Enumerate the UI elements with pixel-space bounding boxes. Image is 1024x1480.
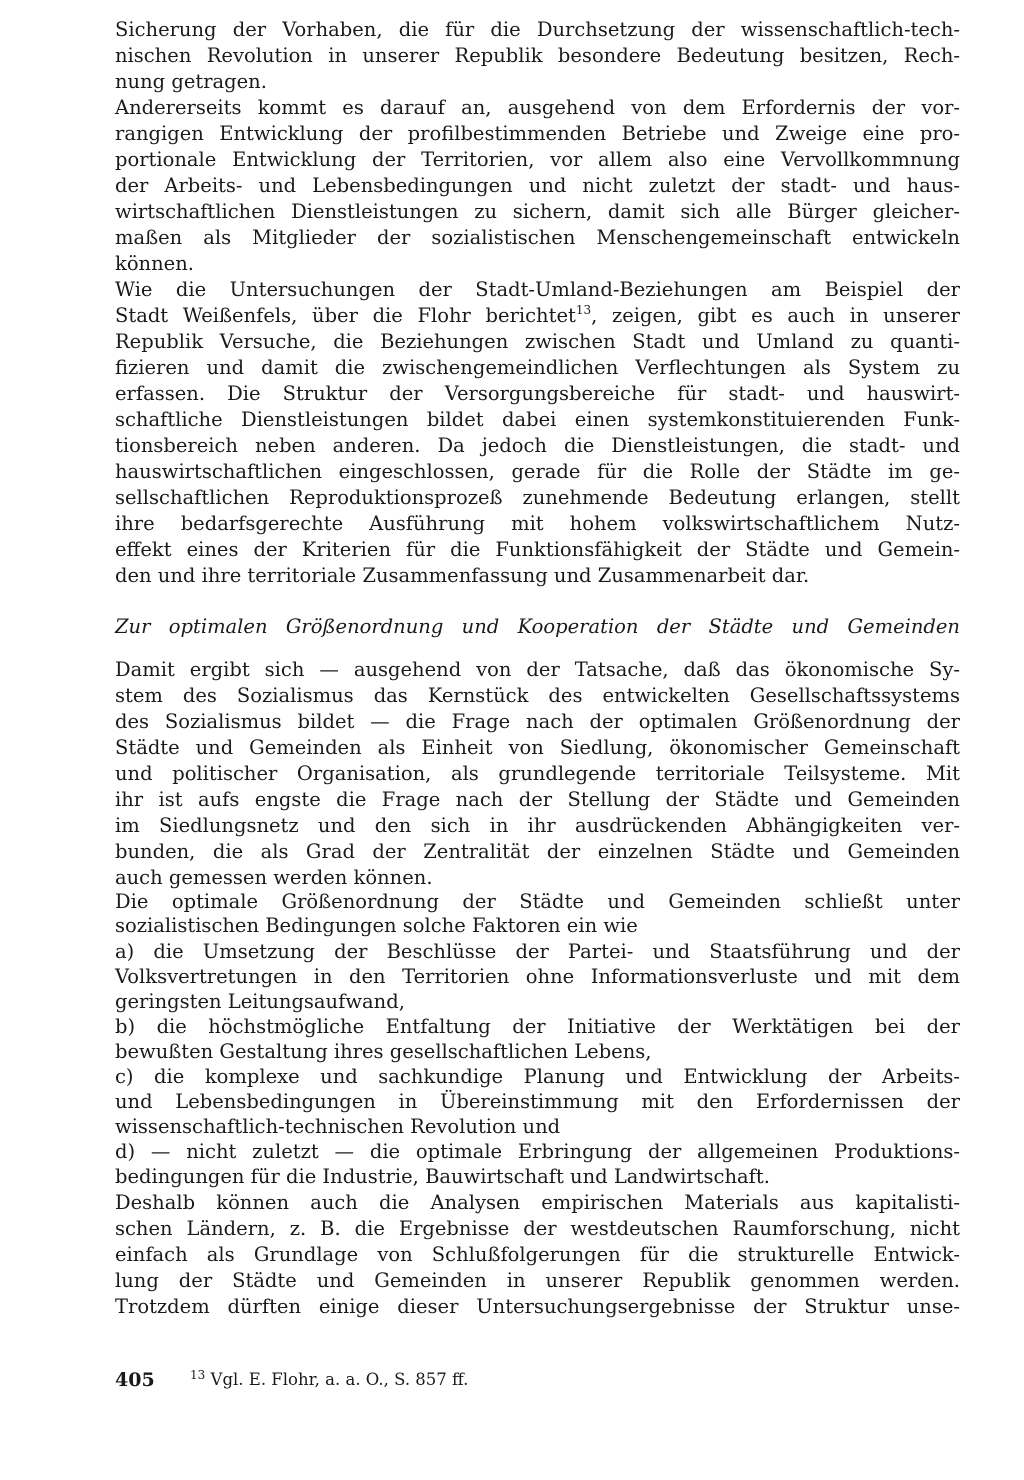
text-line: schaftliche Dienstleistungen bildet dabei einen systemkonstituierenden Funk- <box>115 408 960 431</box>
text-line: des Sozialismus bildet — die Frage nach der optimalen Größenordnung der <box>115 710 960 733</box>
section-heading: Zur optimalen Größenordnung und Kooperation der Städte und Gemeinden <box>115 615 960 638</box>
footnote-reference[interactable]: 13 <box>575 303 592 317</box>
text-line: Damit ergibt sich — ausgehend von der Tatsache, daß das ökonomische Sy- <box>115 658 960 681</box>
text-line: wissenschaftlich-technischen Revolution und <box>115 1115 561 1138</box>
text-line: nung getragen. <box>115 70 267 93</box>
text-line: sellschaftlichen Reproduktionsprozeß zunehmende Bedeutung erlangen, stellt <box>115 486 960 509</box>
text-line: einfach als Grundlage von Schlußfolgerungen für die strukturelle Entwick- <box>115 1243 960 1266</box>
text-line: wirtschaftlichen Dienstleistungen zu sichern, damit sich alle Bürger gleicher- <box>115 200 960 223</box>
text-line: im Siedlungsnetz und den sich in ihr ausdrückenden Abhängigkeiten ver- <box>115 814 960 837</box>
text-line: Sicherung der Vorhaben, die für die Durchsetzung der wissenschaftlich-tech- <box>115 18 960 41</box>
text-line-with-footnote-ref <box>115 303 960 329</box>
text-line: schen Ländern, z. B. die Ergebnisse der westdeutschen Raumforschung, nicht <box>115 1217 960 1240</box>
text-line: nischen Revolution in unserer Republik besondere Bedeutung besitzen, Rech- <box>115 44 960 67</box>
text-line: fizieren und damit die zwischengemeindlichen Verflechtungen als System zu <box>115 356 960 379</box>
text-line: portionale Entwicklung der Territorien, vor allem also eine Vervollkommnung <box>115 148 960 171</box>
text-line: Wie die Untersuchungen der Stadt-Umland-Beziehungen am Beispiel der <box>115 278 960 301</box>
text-line: hauswirtschaftlichen eingeschlossen, gerade für die Rolle der Städte im ge- <box>115 460 960 483</box>
text-line: Trotzdem dürften einige dieser Untersuchungsergebnisse der Struktur unse- <box>115 1295 960 1318</box>
text-line: den und ihre territoriale Zusammenfassung und Zusammenarbeit dar. <box>115 564 810 587</box>
text-line: Städte und Gemeinden als Einheit von Siedlung, ökonomischer Gemeinschaft <box>115 736 960 759</box>
text-line: lung der Städte und Gemeinden in unserer Republik genommen werden. <box>115 1269 960 1292</box>
text-line: bewußten Gestaltung ihres gesellschaftlichen Lebens, <box>115 1040 652 1063</box>
text-line: Deshalb können auch die Analysen empirischen Materials aus kapitalisti- <box>115 1191 960 1214</box>
text-line: Republik Versuche, die Beziehungen zwischen Stadt und Umland zu quanti- <box>115 330 960 353</box>
text-line: und politischer Organisation, als grundlegende territoriale Teilsysteme. Mit <box>115 762 960 785</box>
text-line: Die optimale Größenordnung der Städte und Gemeinden schließt unter <box>115 890 960 913</box>
footnote-marker: 13 <box>190 1368 206 1382</box>
text-line: Andererseits kommt es darauf an, ausgehend von dem Erfordernis der vor- <box>115 96 960 119</box>
text-line: tionsbereich neben anderen. Da jedoch die Dienstleistungen, die stadt- und <box>115 434 960 457</box>
text-line: bunden, die als Grad der Zentralität der einzelnen Städte und Gemeinden <box>115 840 960 863</box>
text-line: Volksvertretungen in den Territorien ohne Informationsverluste und mit dem <box>115 965 960 988</box>
text-line: bedingungen für die Industrie, Bauwirtschaft und Landwirtschaft. <box>115 1165 770 1188</box>
text-line: a) die Umsetzung der Beschlüsse der Partei- und Staatsführung und der <box>115 940 960 963</box>
text-line: erfassen. Die Struktur der Versorgungsbereiche für stadt- und hauswirt- <box>115 382 960 405</box>
text-line: d) — nicht zuletzt — die optimale Erbringung der allgemeinen Produktions- <box>115 1140 960 1163</box>
text-line: können. <box>115 252 194 275</box>
text-line: maßen als Mitglieder der sozialistischen Menschengemeinschaft entwickeln <box>115 226 960 249</box>
text-line: auch gemessen werden können. <box>115 866 433 889</box>
text-line: stem des Sozialismus das Kernstück des entwickelten Gesellschaftssystems <box>115 684 960 707</box>
text-segment: , zeigen, gibt es auch in unserer <box>591 304 960 327</box>
text-line: effekt eines der Kriterien für die Funktionsfähigkeit der Städte und Gemein- <box>115 538 960 561</box>
text-line: ihre bedarfsgerechte Ausführung mit hohem volkswirtschaftlichem Nutz- <box>115 512 960 535</box>
page-number: 405 <box>115 1369 155 1391</box>
footnote <box>190 1368 468 1392</box>
text-line: rangigen Entwicklung der profilbestimmenden Betriebe und Zweige eine pro- <box>115 122 960 145</box>
footnote-text: Vgl. E. Flohr, a. a. O., S. 857 ff. <box>205 1370 469 1389</box>
text-line: sozialistischen Bedingungen solche Faktoren ein wie <box>115 914 638 937</box>
text-line: b) die höchstmögliche Entfaltung der Initiative der Werktätigen bei der <box>115 1015 960 1038</box>
text-line: ihr ist aufs engste die Frage nach der Stellung der Städte und Gemeinden <box>115 788 960 811</box>
text-line: c) die komplexe und sachkundige Planung und Entwicklung der Arbeits- <box>115 1065 960 1088</box>
text-line: geringsten Leitungsaufwand, <box>115 990 405 1013</box>
text-line: und Lebensbedingungen in Übereinstimmung mit den Erfordernissen der <box>115 1090 960 1113</box>
text-segment: Stadt Weißenfels, über die Flohr berichtet <box>115 304 576 327</box>
text-line: der Arbeits- und Lebensbedingungen und nicht zuletzt der stadt- und haus- <box>115 174 960 197</box>
